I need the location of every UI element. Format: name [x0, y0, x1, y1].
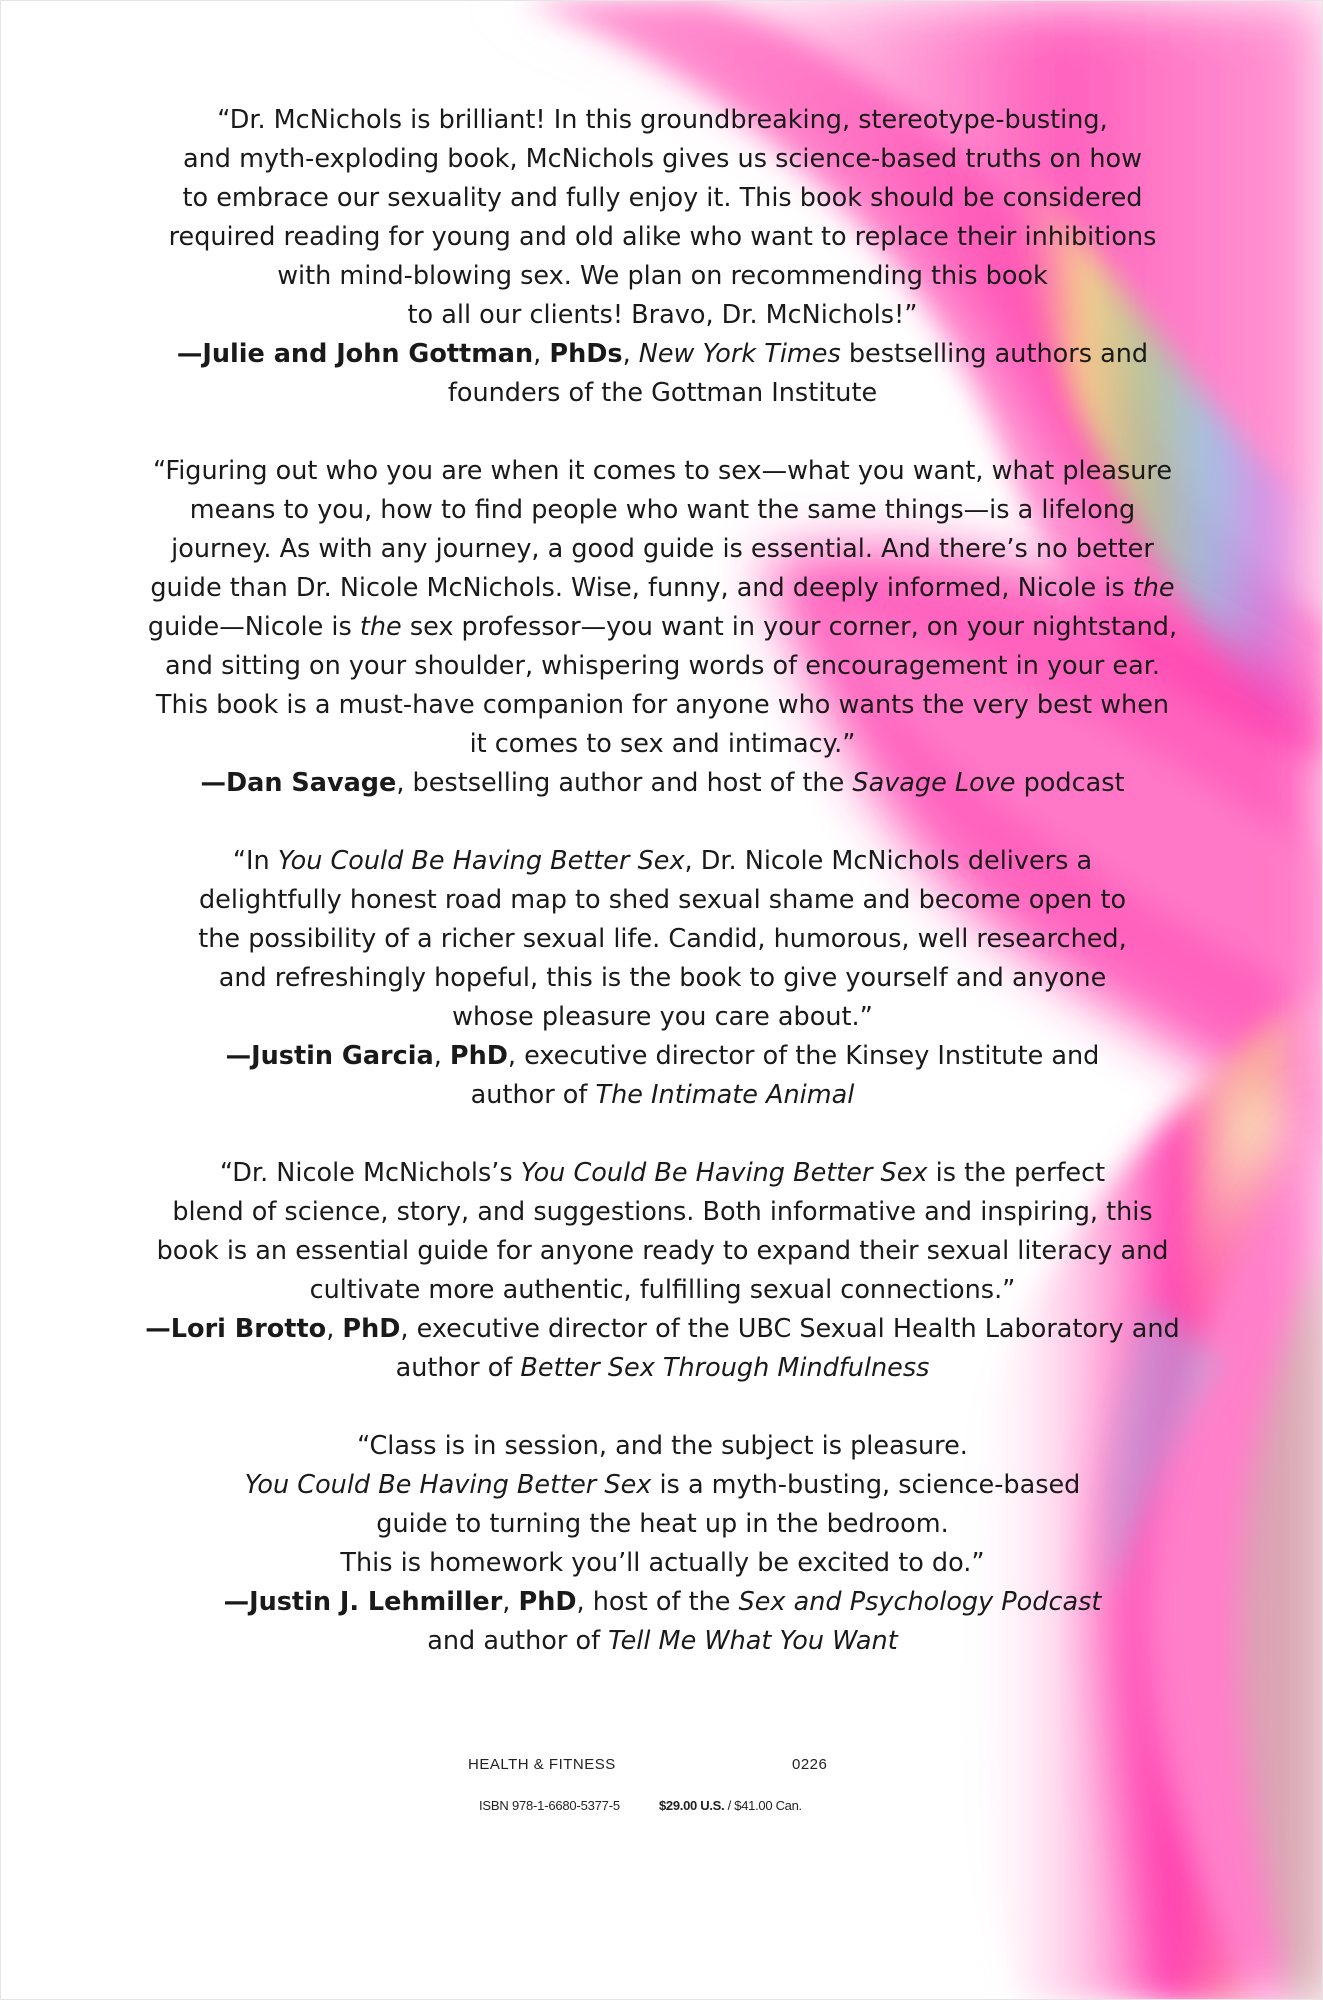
quote-line: , Dr. Nicole McNichols delivers a — [684, 846, 1093, 876]
endorser-role-italic: Savage Love — [852, 768, 1016, 798]
endorser-name: Julie and John Gottman — [202, 339, 534, 369]
endorser-role: , executive director of the UBC Sexual Health Laboratory and — [400, 1314, 1180, 1344]
endorsement-gottman — [121, 101, 1204, 413]
attribution-dash: — — [223, 1587, 250, 1617]
endorser-role: , executive director of the Kinsey Institute and — [507, 1041, 1100, 1071]
quote-line: guide than Dr. Nicole McNichols. Wise, funny, and deeply informed, Nicole is — [150, 573, 1133, 603]
quote-line: “Dr. Nicole McNichols’s — [219, 1158, 521, 1188]
endorsement-savage — [121, 452, 1204, 803]
quote-line: cultivate more authentic, fulfilling sexual connections.” — [309, 1275, 1016, 1305]
separator: , — [326, 1314, 343, 1344]
endorsement-quote — [121, 842, 1204, 1037]
quote-line: and refreshingly hopeful, this is the book to give yourself and anyone — [218, 963, 1107, 993]
endorser-name: Justin J. Lehmiller — [249, 1587, 503, 1617]
endorsement-garcia — [121, 842, 1204, 1115]
endorsement-attribution — [121, 1310, 1204, 1388]
endorsement-attribution — [121, 1037, 1204, 1115]
quote-line: “Dr. McNichols is brilliant! In this groundbreaking, stereotype-busting, — [217, 105, 1108, 135]
isbn: ISBN 978-1-6680-5377-5 — [479, 1798, 620, 1813]
endorser-credential: PhD — [449, 1041, 508, 1071]
endorser-name: Dan Savage — [225, 768, 397, 798]
quote-line: book is an essential guide for anyone ready to expand their sexual literacy and — [156, 1236, 1169, 1266]
endorsement-lehmiller — [121, 1427, 1204, 1661]
endorser-role: podcast — [1015, 768, 1125, 798]
endorser-role: , host of the — [576, 1587, 739, 1617]
quote-line: it comes to sex and intimacy.” — [469, 729, 856, 759]
quote-line: to embrace our sexuality and fully enjoy it. This book should be considered — [182, 183, 1143, 213]
endorser-role-line2: and author of — [427, 1626, 609, 1656]
book-title-italic: You Could Be Having Better Sex — [277, 846, 685, 876]
endorsement-quote — [121, 1427, 1204, 1583]
quote-line: “Class is in session, and the subject is pleasure. — [357, 1431, 968, 1461]
price-separator: / — [724, 1798, 735, 1813]
book-category: HEALTH & FITNESS — [468, 1756, 616, 1773]
endorser-role-line2: founders of the Gottman Institute — [447, 378, 878, 408]
quote-line: and sitting on your shoulder, whispering words of encouragement in your ear. — [165, 651, 1160, 681]
endorser-credential: PhD — [342, 1314, 401, 1344]
attribution-dash: — — [145, 1314, 171, 1344]
endorser-role-italic: New York Times — [638, 339, 841, 369]
quote-line: This book is a must-have companion for anyone who wants the very best when — [155, 690, 1170, 720]
category-code: 0226 — [792, 1756, 828, 1773]
endorser-credential: PhD — [518, 1587, 577, 1617]
price-can: $41.00 Can. — [734, 1798, 802, 1813]
quote-line: with mind-blowing sex. We plan on recommending this book — [277, 261, 1048, 291]
quote-line: to all our clients! Bravo, Dr. McNichols!” — [407, 300, 918, 330]
book-title-italic: You Could Be Having Better Sex — [244, 1470, 652, 1500]
quote-line: guide—Nicole is — [147, 612, 360, 642]
endorsement-attribution — [121, 1583, 1204, 1661]
quote-line: blend of science, story, and suggestions. Both informative and inspiring, this — [172, 1197, 1153, 1227]
quote-italic: the — [359, 612, 402, 642]
endorsements — [121, 101, 1204, 1700]
endorser-role-line2: author of — [395, 1353, 521, 1383]
quote-line: is a myth-busting, science-based — [651, 1470, 1081, 1500]
endorsement-quote — [121, 101, 1204, 335]
quote-line: This is homework you’ll actually be excited to do.” — [340, 1548, 985, 1578]
quote-line: whose pleasure you care about.” — [452, 1002, 873, 1032]
endorser-role: , bestselling author and host of the — [396, 768, 853, 798]
endorser-name: Justin Garcia — [251, 1041, 434, 1071]
separator: , — [533, 339, 550, 369]
attribution-dash: — — [176, 339, 203, 369]
endorsement-attribution — [121, 764, 1204, 803]
quote-line: journey. As with any journey, a good guide is essential. And there’s no better — [171, 534, 1154, 564]
endorser-credential: PhDs — [549, 339, 623, 369]
quote-line: is the perfect — [927, 1158, 1106, 1188]
endorsement-quote — [121, 1154, 1204, 1310]
quote-line: delightfully honest road map to shed sexual shame and become open to — [198, 885, 1127, 915]
price-us: $29.00 U.S. — [659, 1798, 725, 1813]
quote-line: means to you, how to find people who want the same things—is a lifelong — [189, 495, 1136, 525]
endorser-role: bestselling authors and — [840, 339, 1149, 369]
price — [659, 1798, 802, 1813]
endorser-book-italic: The Intimate Animal — [595, 1080, 855, 1110]
quote-italic: the — [1132, 573, 1175, 603]
quote-line: “In — [232, 846, 278, 876]
quote-line: and myth-exploding book, McNichols gives us science-based truths on how — [182, 144, 1142, 174]
endorser-role-line2: author of — [470, 1080, 596, 1110]
book-title-italic: You Could Be Having Better Sex — [520, 1158, 928, 1188]
quote-line: guide to turning the heat up in the bedroom. — [376, 1509, 949, 1539]
separator: , — [502, 1587, 519, 1617]
attribution-dash: — — [200, 768, 226, 798]
endorser-role-italic: Sex and Psychology Podcast — [738, 1587, 1102, 1617]
endorser-book-italic: Better Sex Through Mindfulness — [520, 1353, 930, 1383]
quote-line: “Figuring out who you are when it comes to sex—what you want, what pleasure — [152, 456, 1173, 486]
quote-line: required reading for young and old alike who want to replace their inhibitions — [168, 222, 1157, 252]
separator: , — [433, 1041, 450, 1071]
attribution-dash: — — [225, 1041, 252, 1071]
endorser-book-italic: Tell Me What You Want — [608, 1626, 898, 1656]
separator: , — [622, 339, 639, 369]
quote-line: the possibility of a richer sexual life. Candid, humorous, well researched, — [198, 924, 1127, 954]
quote-line: sex professor—you want in your corner, on your nightstand, — [401, 612, 1178, 642]
endorser-name: Lori Brotto — [170, 1314, 327, 1344]
endorsement-brotto — [121, 1154, 1204, 1388]
endorsement-attribution — [121, 335, 1204, 413]
endorsement-quote — [121, 452, 1204, 764]
